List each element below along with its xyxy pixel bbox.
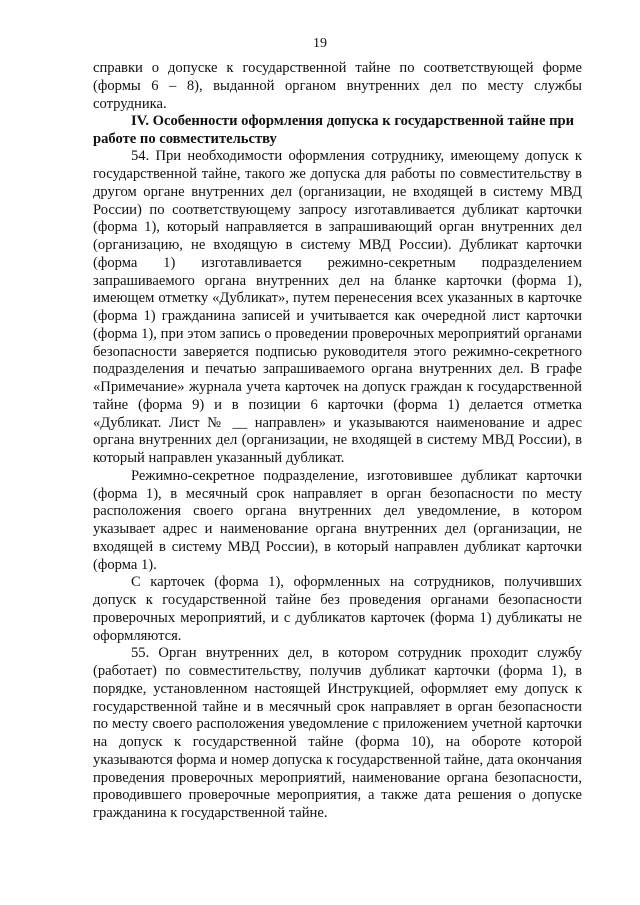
section-heading: IV. Особенности оформления допуска к государственной тайне при работе по совместительству [93, 113, 575, 147]
intro-paragraph: справки о допуске к государственной тайне по соответствующей форме (формы 6 – 8), выданной органом внутренних дел по месту службы сотрудника. [93, 60, 582, 112]
paragraph-duplicate-notice: Режимно-секретное подразделение, изготовившее дубликат карточки (форма 1), в месячный срок направляет в орган безопасности по месту расположения своего органа внутренних дел уведомление, в котором указывает адрес и наименование органа внутренних дел (организации, не входящей в систему МВД России), в который направлен дубликат карточки (форма 1). [93, 467, 582, 573]
document-body [93, 60, 582, 823]
page-number: 19 [313, 36, 327, 51]
paragraph-55: 55. Орган внутренних дел, в котором сотрудник проходит службу (работает) по совместительству, получив дубликат карточки (форма 1), в порядке, установленном настоящей Инструкцией, оформляет ему допуск к государственной тайне и в месячный срок направляет в орган безопасности по месту своего расположения уведомление с приложением учетной карточки на допуск к государственной тайне (форма 10), на обороте которой указываются форма и номер допуска к государственной тайне, дата окончания проведения проверочных мероприятий, наименование органа безопасности, проводившего проверочные мероприятия, а также дата решения о допуске гражданина к государственной тайне. [93, 645, 582, 821]
paragraph-54: 54. При необходимости оформления сотруднику, имеющему допуск к государственной тайне, такого же допуска для работы по совместительству в другом органе внутренних дел (организации, не входящей в систему МВД России) по соответствующему запросу изготавливается дубликат карточки (форма 1), который направляется в запрашивающий орган внутренних дел (организацию, не входящую в систему МВД России). Дубликат карточки (форма 1) изготавливается режимно-секретным подразделением запрашиваемого органа внутренних дел на бланке карточки (форма 1), имеющем отметку «Дубликат», путем перенесения всех указанных в карточке (форма 1) гражданина записей и учитывается как очередной лист карточки (форма 1), при этом запись о проведении проверочных мероприятий органами безопасности заверяется подписью руководителя этого режимно-секретного подразделения и печатью запрашиваемого органа внутренних дел. В графе «Примечание» журнала учета карточек на допуск граждан к государственной тайне (форма 9) и в позиции 6 карточки (форма 1) делается отметка «Дубликат. Лист № __ направлен» и указываются наименование и адрес органа внутренних дел (организации, не входящей в систему МВД России), в который направлен указанный дубликат. [93, 148, 582, 466]
paragraph-no-duplicates: С карточек (форма 1), оформленных на сотрудников, получивших допуск к государственной тайне без проведения органами безопасности проверочных мероприятий, и с дубликатов карточек (форма 1) дубликаты не оформляются. [93, 574, 582, 644]
